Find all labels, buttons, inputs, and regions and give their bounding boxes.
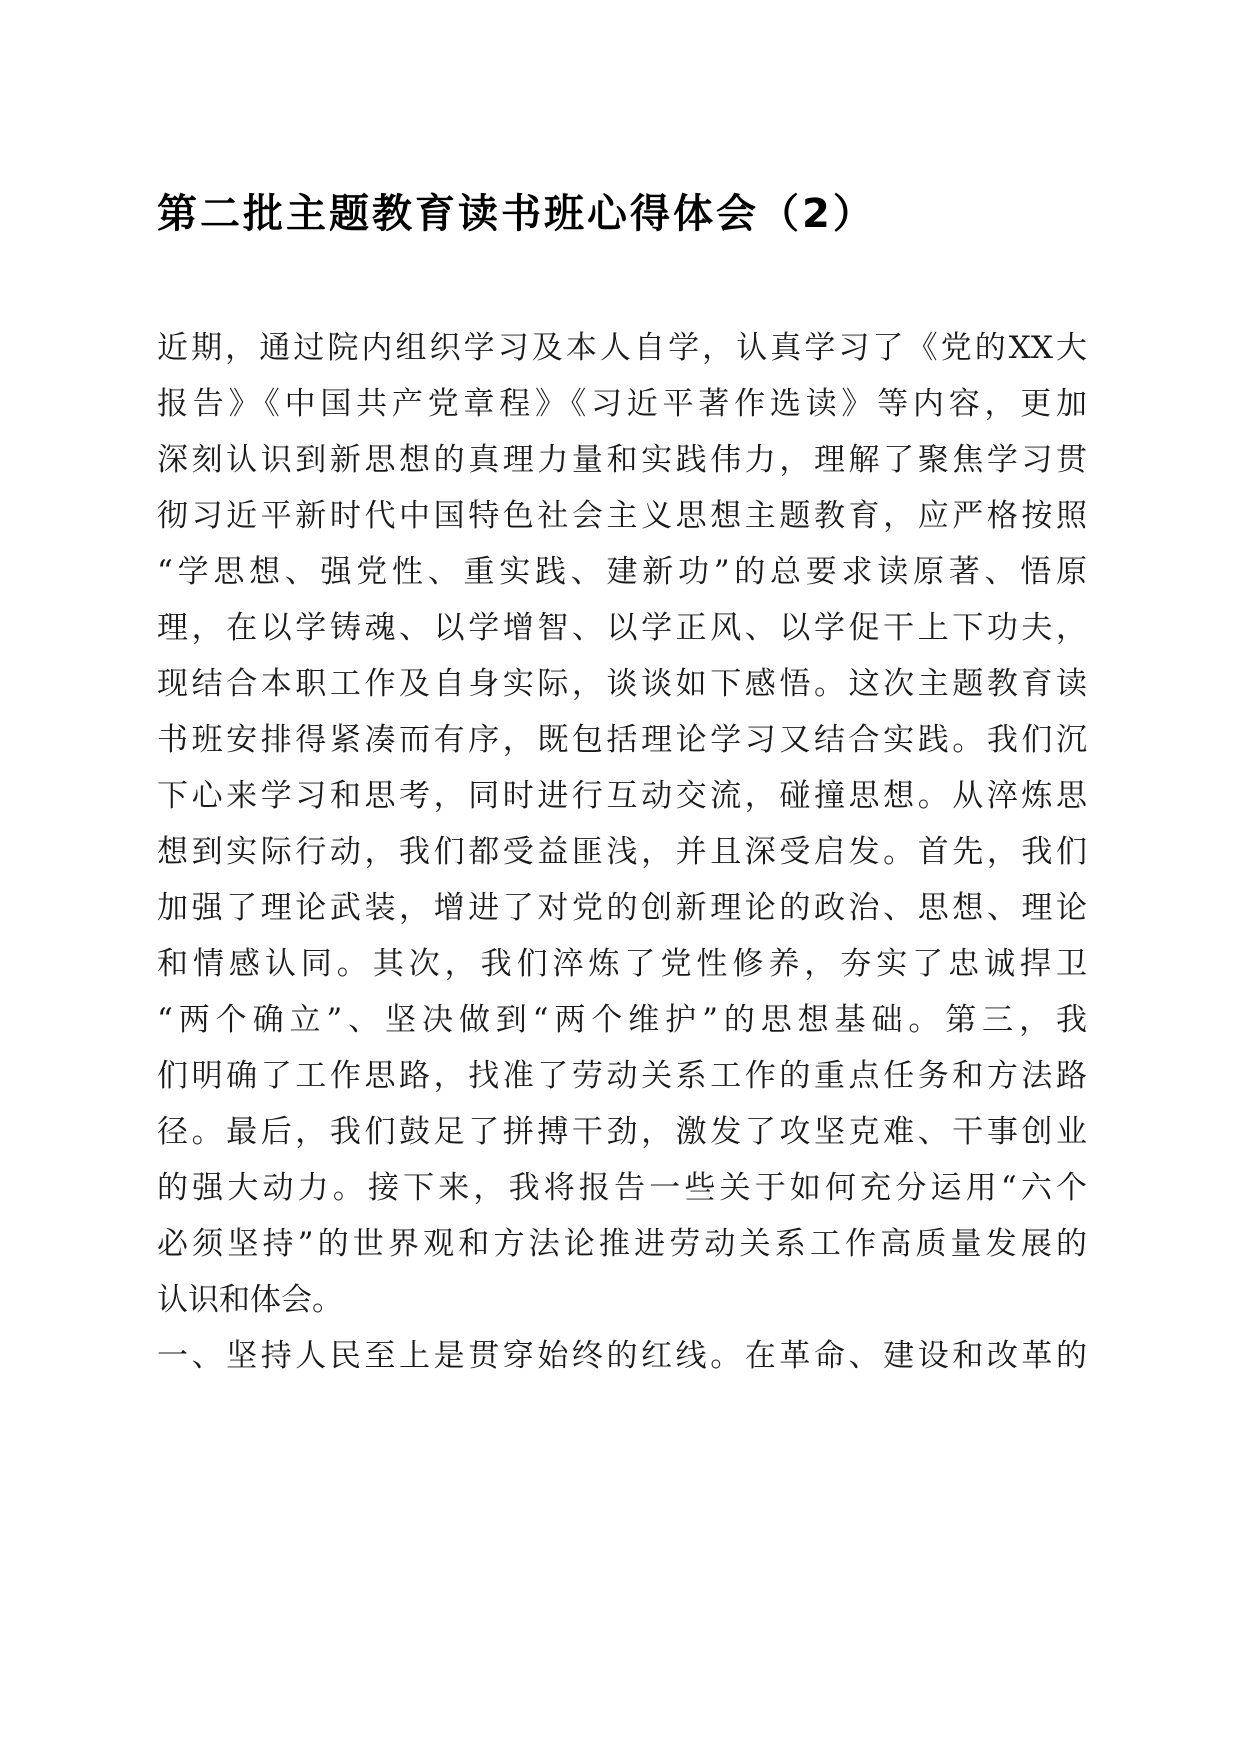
body-line: 近期，通过院内组织学习及本人自学，认真学习了《党的XX大 — [157, 330, 1087, 366]
body-line: 彻习近平新时代中国特色社会主义思想主题教育，应严格按照 — [157, 498, 1087, 534]
body-line: 必须坚持”的世界观和方法论推进劳动关系工作高质量发展的 — [157, 1226, 1087, 1262]
body-line: “两个确立”、坚决做到“两个维护”的思想基础。第三，我 — [157, 1002, 1087, 1038]
body-line: 的强大动力。接下来，我将报告一些关于如何充分运用“六个 — [157, 1170, 1087, 1206]
body-line: 现结合本职工作及自身实际，谈谈如下感悟。这次主题教育读 — [157, 666, 1087, 702]
body-line: 们明确了工作思路，找准了劳动关系工作的重点任务和方法路 — [157, 1058, 1087, 1094]
body-line: 书班安排得紧凑而有序，既包括理论学习又结合实践。我们沉 — [157, 722, 1087, 758]
body-line: 认识和体会。 — [157, 1282, 343, 1318]
document-title: 第二批主题教育读书班心得体会（2） — [157, 191, 876, 237]
body-line: 深刻认识到新思想的真理力量和实践伟力，理解了聚焦学习贯 — [157, 442, 1087, 478]
section-heading-line: 一、坚持人民至上是贯穿始终的红线。在革命、建设和改革的 — [157, 1338, 1087, 1374]
body-line: 理，在以学铸魂、以学增智、以学正风、以学促干上下功夫， — [157, 610, 1087, 646]
body-line: “学思想、强党性、重实践、建新功”的总要求读原著、悟原 — [157, 554, 1087, 590]
body-line: 报告》《中国共产党章程》《习近平著作选读》等内容，更加 — [157, 386, 1087, 422]
document-body — [157, 320, 1087, 1384]
body-line: 和情感认同。其次，我们淬炼了党性修养，夯实了忠诚捍卫 — [157, 946, 1087, 982]
body-line: 下心来学习和思考，同时进行互动交流，碰撞思想。从淬炼思 — [157, 778, 1087, 814]
body-line: 加强了理论武装，增进了对党的创新理论的政治、思想、理论 — [157, 890, 1087, 926]
body-line: 径。最后，我们鼓足了拼搏干劲，激发了攻坚克难、干事创业 — [157, 1114, 1087, 1150]
body-line: 想到实际行动，我们都受益匪浅，并且深受启发。首先，我们 — [157, 834, 1087, 870]
